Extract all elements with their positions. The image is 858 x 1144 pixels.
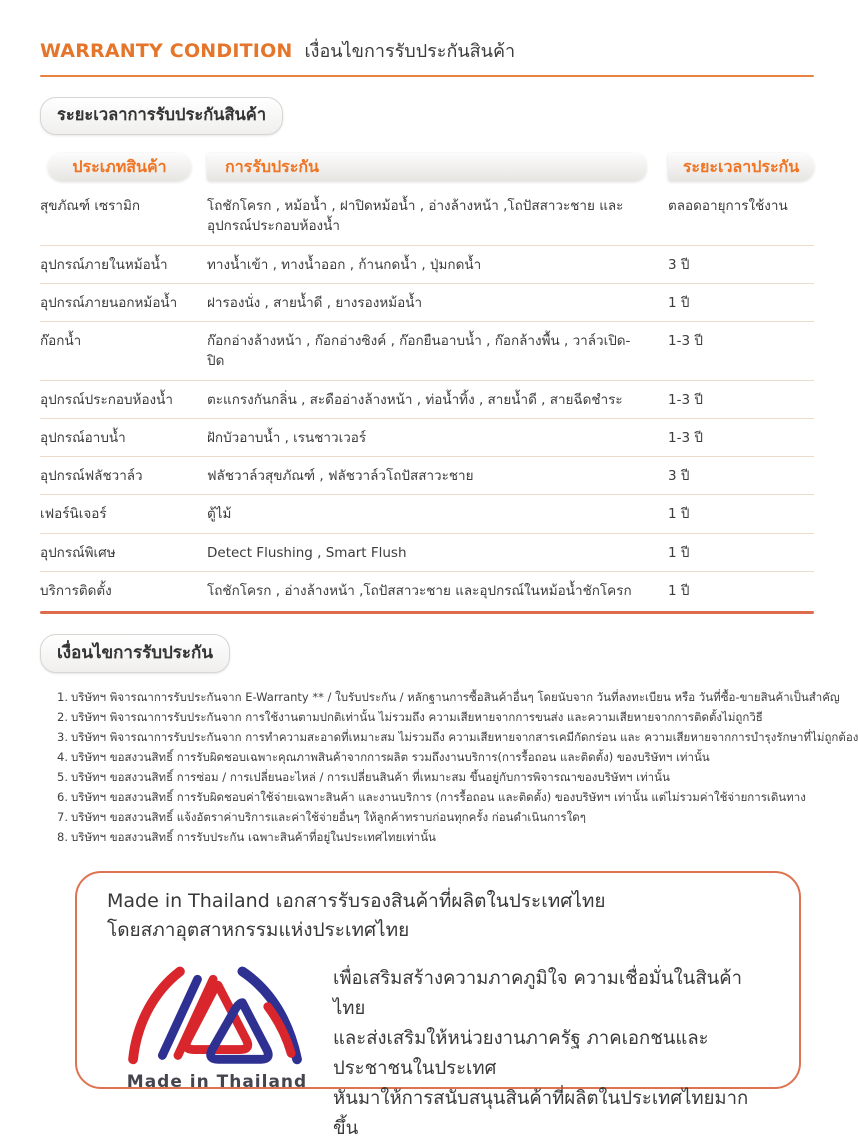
condition-text: บริษัทฯ ขอสงวนสิทธิ์ แจ้งอัตราค่าบริการและค่าใช้จ่ายอื่นๆ ให้ลูกค้าทราบก่อนทุกครั้ง ก่อนดำเนินการใดๆ xyxy=(71,810,586,824)
condition-item xyxy=(57,767,814,787)
coverage-cell: โถชักโครก , อ่างล้างหน้า ,โถปัสสาวะชาย และอุปกรณ์ในหม้อน้ำชักโครก xyxy=(207,582,632,599)
product-type-cell: ก๊อกน้ำ xyxy=(40,333,82,349)
table-row xyxy=(40,457,814,495)
coverage-cell: โถชักโครก , หม้อน้ำ , ฝาปิดหม้อน้ำ , อ่างล้างหน้า ,โถปัสสาวะชาย และ อุปกรณ์ประกอบห้องน้ำ xyxy=(207,198,624,235)
mit-description-line: และส่งเสริมให้หน่วยงานภาครัฐ ภาคเอกชนและประชาชนในประเทศ xyxy=(333,1027,709,1079)
condition-text: บริษัทฯ ขอสงวนสิทธิ์ การรับผิดชอบค่าใช้จ่ายเฉพาะสินค้า และงานบริการ (การรื้อถอน และติดตั้ง) ของบริษัทฯ เท่านั้น แต่ไม่รวมค่าใช้จ่ายการเดินทาง xyxy=(71,790,806,804)
period-cell: 1-3 ปี xyxy=(668,333,703,349)
condition-number: 6. xyxy=(57,790,68,804)
coverage-cell: ทางน้ำเข้า , ทางน้ำออก , ก้านกดน้ำ , ปุ่มกดน้ำ xyxy=(207,256,482,273)
condition-number: 1. xyxy=(57,690,68,704)
made-in-thailand-box xyxy=(75,871,801,1139)
mit-description-line: หันมาให้การสนับสนุนสินค้าที่ผลิตในประเทศไทยมากขึ้น xyxy=(333,1087,749,1139)
condition-text: บริษัทฯ ขอสงวนสิทธิ์ การรับประกัน เฉพาะสินค้าที่อยู่ในประเทศไทยเท่านั้น xyxy=(71,830,436,844)
condition-item xyxy=(57,827,814,847)
condition-number: 4. xyxy=(57,750,68,764)
column-header-product-type: ประเภทสินค้า xyxy=(48,153,191,181)
condition-item xyxy=(57,747,814,767)
warranty-table-body xyxy=(40,187,814,609)
table-row xyxy=(40,246,814,284)
page-title-th: เงื่อนไขการรับประกันสินค้า xyxy=(304,41,516,62)
warranty-table-header xyxy=(40,153,814,181)
product-type-cell: บริการติดตั้ง xyxy=(40,582,112,599)
period-cell: 1 ปี xyxy=(668,506,690,523)
mit-description xyxy=(327,964,773,1144)
section-heading-conditions: เงื่อนไขการรับประกัน xyxy=(40,634,230,673)
period-cell: 3 ปี xyxy=(668,468,690,484)
condition-item xyxy=(57,727,858,747)
coverage-cell: ฝารองนั่ง , สายน้ำดี , ยางรองหม้อน้ำ xyxy=(207,294,423,311)
condition-item xyxy=(57,787,814,807)
coverage-cell: ตะแกรงกันกลิ่น , สะดืออ่างล้างหน้า , ท่อน้ำทิ้ง , สายน้ำดี , สายฉีดชำระ xyxy=(207,391,623,408)
product-type-cell: สุขภัณฑ์ เซรามิก xyxy=(40,198,141,214)
mit-logo-caption: Made in Thailand xyxy=(126,1072,308,1092)
table-row xyxy=(40,381,814,419)
column-header-period: ระยะเวลาประกัน xyxy=(668,153,814,181)
coverage-cell: ฟลัชวาล์วสุขภัณฑ์ , ฟลัชวาล์วโถปัสสาวะชาย xyxy=(207,468,474,484)
period-cell: 1 ปี xyxy=(668,294,690,311)
table-row xyxy=(40,187,814,246)
period-cell: 1-3 ปี xyxy=(668,391,703,408)
coverage-cell: ฝักบัวอาบน้ำ , เรนชาวเวอร์ xyxy=(207,429,367,446)
condition-text: บริษัทฯ พิจารณาการรับประกันจาก การทำความสะอาดที่เหมาะสม ไม่รวมถึง ความเสียหายจากสารเคมีกัดกร่อน และ ความเสียหายจากการบำรุงรักษาที่ไม่ถูกต้อง xyxy=(71,730,858,744)
warranty-table xyxy=(40,153,814,614)
period-cell: ตลอดอายุการใช้งาน xyxy=(668,198,788,214)
table-row xyxy=(40,419,814,457)
period-cell: 1-3 ปี xyxy=(668,429,703,446)
table-row xyxy=(40,495,814,533)
condition-text: บริษัทฯ ขอสงวนสิทธิ์ การซ่อม / การเปลี่ยนอะไหล่ / การเปลี่ยนสินค้า ที่เหมาะสม ขึ้นอยู่กับการพิจารณาของบริษัทฯ เท่านั้น xyxy=(71,770,670,784)
period-cell: 1 ปี xyxy=(668,582,690,599)
table-row xyxy=(40,534,814,572)
condition-number: 3. xyxy=(57,730,68,744)
mit-logo-block xyxy=(107,950,327,1144)
coverage-cell: Detect Flushing , Smart Flush xyxy=(207,544,407,561)
condition-number: 2. xyxy=(57,710,68,724)
product-type-cell: อุปกรณ์ภายในหม้อน้ำ xyxy=(40,256,168,273)
document-header xyxy=(40,36,814,65)
product-type-cell: อุปกรณ์ภายนอกหม้อน้ำ xyxy=(40,294,178,311)
period-cell: 1 ปี xyxy=(668,544,690,561)
page-title-en: WARRANTY CONDITION xyxy=(40,40,293,62)
condition-text: บริษัทฯ พิจารณาการรับประกันจาก การใช้งานตามปกติเท่านั้น ไม่รวมถึง ความเสียหายจากการขนส่ง และความเสียหายจากการติดตั้งไม่ถูกวิธี xyxy=(71,710,763,724)
mit-box-content xyxy=(107,950,773,1144)
table-row xyxy=(40,284,814,322)
conditions-list xyxy=(40,687,858,847)
product-type-cell: อุปกรณ์อาบน้ำ xyxy=(40,429,126,446)
table-row xyxy=(40,572,814,609)
section-heading-warranty-period: ระยะเวลาการรับประกันสินค้า xyxy=(40,97,283,135)
condition-item xyxy=(57,707,814,727)
column-header-coverage: การรับประกัน xyxy=(207,153,646,181)
condition-number: 7. xyxy=(57,810,68,824)
product-type-cell: อุปกรณ์ประกอบห้องน้ำ xyxy=(40,391,173,408)
condition-text: บริษัทฯ ขอสงวนสิทธิ์ การรับผิดชอบเฉพาะคุณภาพสินค้าจากการผลิต รวมถึงงานบริการ(การรื้อถอน และติดตั้ง) ของบริษัทฯ เท่านั้น xyxy=(71,750,710,764)
condition-number: 8. xyxy=(57,830,68,844)
condition-number: 5. xyxy=(57,770,68,784)
condition-item xyxy=(57,687,840,707)
mit-title-line1: Made in Thailand เอกสารรับรองสินค้าที่ผลิตในประเทศไทย xyxy=(107,890,606,912)
mit-description-line: เพื่อเสริมสร้างความภาคภูมิใจ ความเชื่อมั่นในสินค้าไทย xyxy=(333,968,743,1019)
period-cell: 3 ปี xyxy=(668,256,690,273)
product-type-cell: เฟอร์นิเจอร์ xyxy=(40,506,107,523)
condition-text: บริษัทฯ พิจารณาการรับประกันจาก E-Warranty ** / ใบรับประกัน / หลักฐานการซื้อสินค้าอื่นๆ โดยนับจาก วันที่ลงทะเบียน หรือ วันที่ซื้อ-ขายสินค้าเป็นสำคัญ xyxy=(71,690,840,704)
product-type-cell: อุปกรณ์พิเศษ xyxy=(40,544,116,561)
condition-item xyxy=(57,807,814,827)
mit-title-line2: โดยสภาอุตสาหกรรมแห่งประเทศไทย xyxy=(107,918,410,941)
coverage-cell: ก๊อกอ่างล้างหน้า , ก๊อกอ่างซิงค์ , ก๊อกยืนอาบน้ำ , ก๊อกล้างพื้น , วาล์วเปิด-ปิด xyxy=(207,333,631,370)
mit-box-title xyxy=(107,887,773,944)
coverage-cell: ตู้ไม้ xyxy=(207,506,232,523)
product-type-cell: อุปกรณ์ฟลัชวาล์ว xyxy=(40,468,143,484)
table-row xyxy=(40,322,814,381)
made-in-thailand-mit-logo-icon xyxy=(119,950,315,1072)
